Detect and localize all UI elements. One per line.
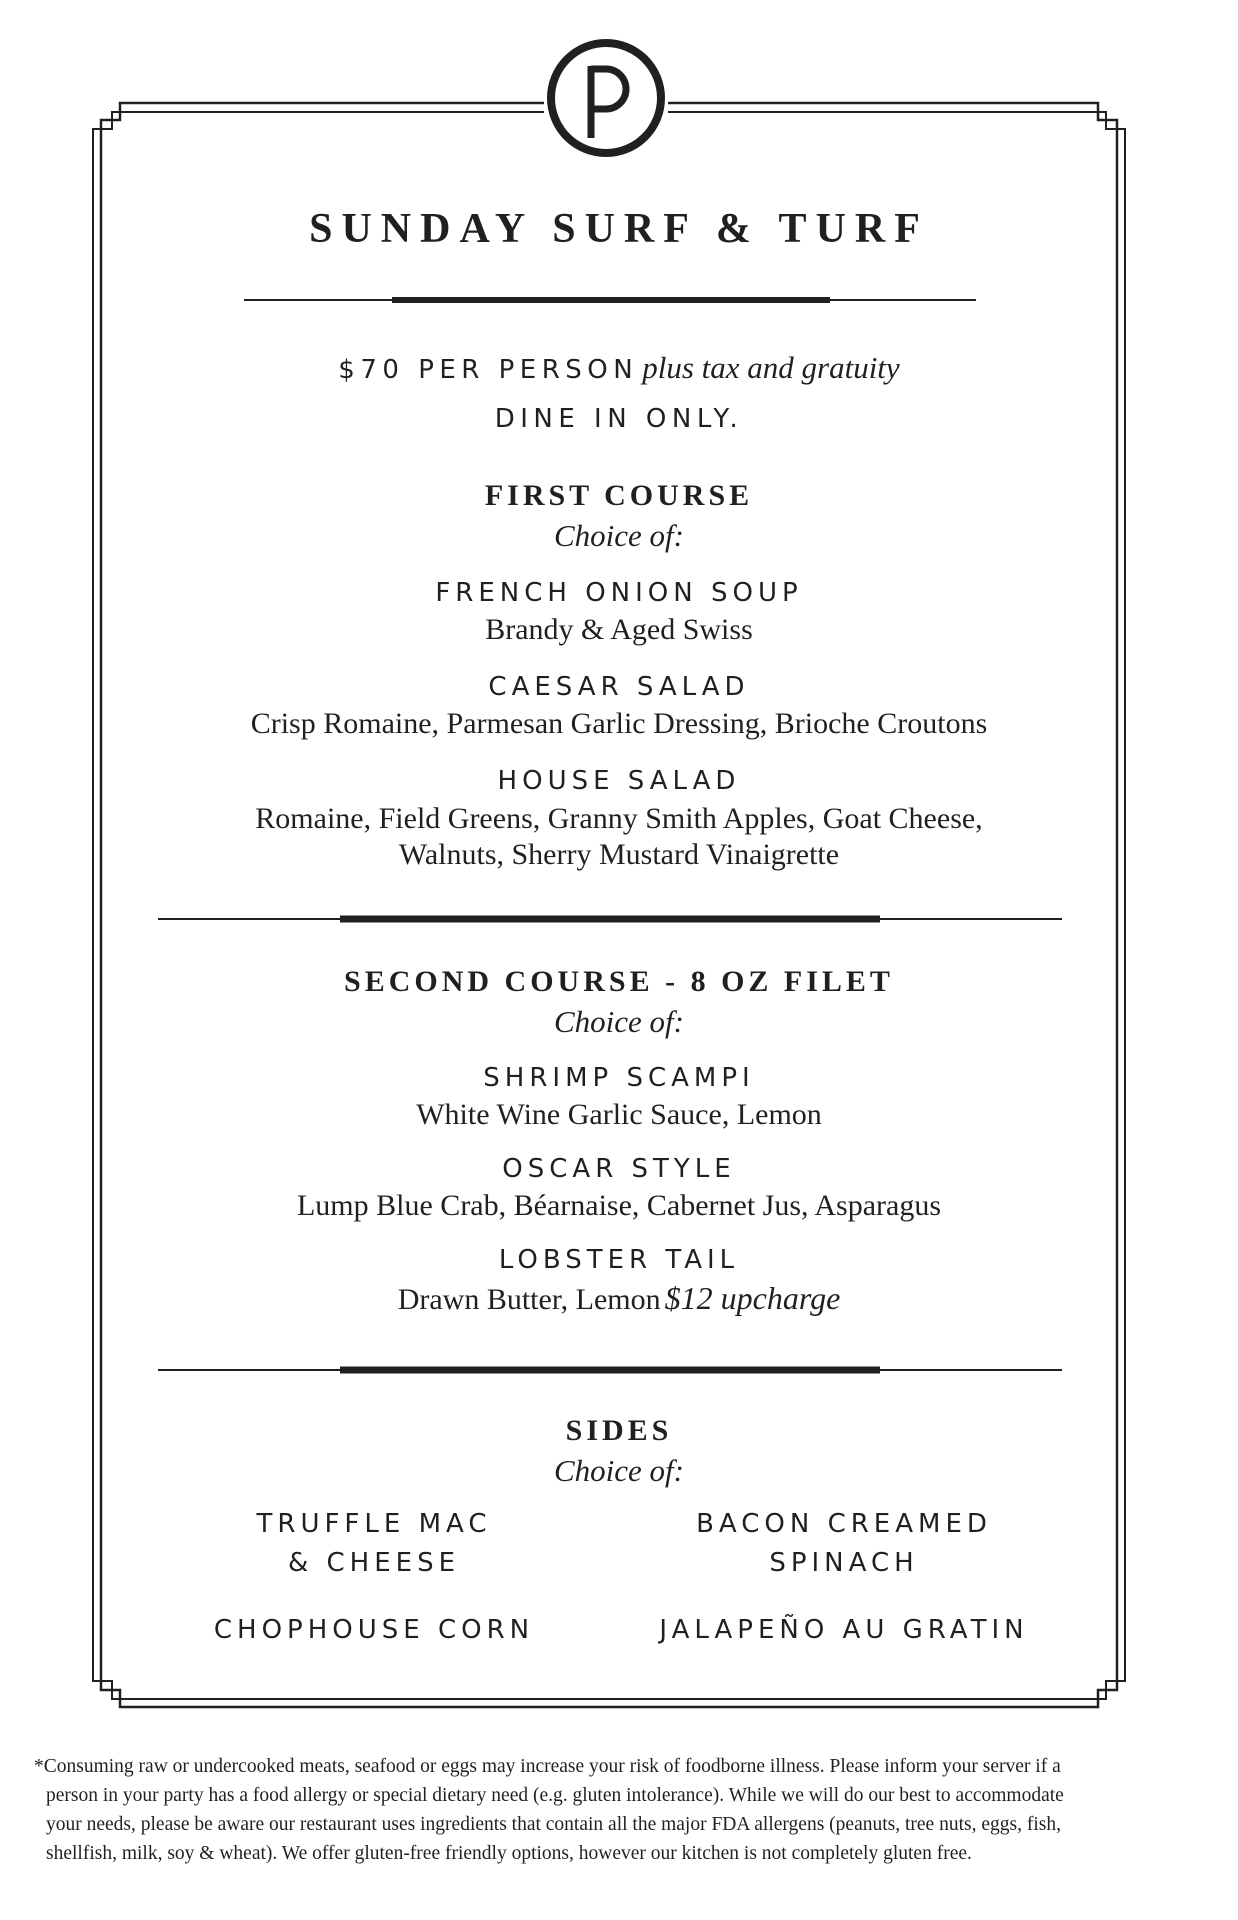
- first-course-choice: Choice of:: [554, 518, 684, 553]
- item-shrimp-scampi-desc: White Wine Garlic Sauce, Lemon: [416, 1098, 822, 1131]
- dine-in-note: DINE IN ONLY.: [494, 404, 744, 434]
- disclaimer-line-1: *Consuming raw or undercooked meats, seafood or eggs may increase your risk of foodborne illness. Please inform your server if a: [34, 1756, 1061, 1777]
- p-monogram-logo: [544, 36, 668, 160]
- price-text: $70 PER PERSON: [338, 355, 639, 385]
- item-lobster-tail-desc: Drawn Butter, Lemon: [397, 1283, 661, 1316]
- item-house-salad-desc-line1: Romaine, Field Greens, Granny Smith Apples, Goat Cheese,: [255, 802, 983, 835]
- item-french-onion-soup-desc: Brandy & Aged Swiss: [485, 613, 753, 646]
- menu-title: SUNDAY SURF & TURF: [309, 206, 929, 252]
- item-house-salad: HOUSE SALAD: [497, 766, 741, 796]
- side-chophouse-corn: [174, 1611, 574, 1650]
- side-chophouse-corn-label: CHOPHOUSE CORN: [213, 1615, 535, 1645]
- price-note: plus tax and gratuity: [642, 350, 900, 385]
- item-caesar-salad-desc: Crisp Romaine, Parmesan Garlic Dressing, Brioche Croutons: [250, 707, 988, 740]
- sides-choice: Choice of:: [554, 1453, 684, 1488]
- side-jalapeno-au-gratin: [644, 1611, 1044, 1650]
- side-truffle-mac-line1: TRUFFLE MAC: [256, 1509, 492, 1539]
- disclaimer-line-4: shellfish, milk, soy & wheat). We offer gluten-free friendly options, however our kitchen is not completely gluten free.: [46, 1843, 972, 1864]
- item-caesar-salad: CAESAR SALAD: [488, 672, 750, 702]
- item-oscar-style: OSCAR STYLE: [502, 1154, 736, 1184]
- side-bacon-spinach-line1: BACON CREAMED: [696, 1509, 992, 1539]
- first-course-heading: FIRST COURSE: [484, 479, 754, 512]
- item-french-onion-soup: FRENCH ONION SOUP: [435, 578, 803, 608]
- side-truffle-mac-line2: & CHEESE: [287, 1548, 461, 1578]
- item-oscar-style-desc: Lump Blue Crab, Béarnaise, Cabernet Jus, Asparagus: [296, 1189, 942, 1222]
- side-jalapeno-label: JALAPEÑO AU GRATIN: [659, 1615, 1029, 1645]
- lobster-upcharge: $12 upcharge: [664, 1280, 841, 1316]
- second-course-choice: Choice of:: [554, 1004, 684, 1039]
- logo-icon: [544, 36, 668, 160]
- side-bacon-spinach-line2: SPINACH: [769, 1548, 919, 1578]
- side-truffle-mac-cheese: [174, 1505, 574, 1583]
- disclaimer-line-3: your needs, please be aware our restaurant uses ingredients that contain all the major FDA allergens (peanuts, tree nuts, eggs, fish,: [46, 1814, 1061, 1835]
- item-lobster-tail: LOBSTER TAIL: [498, 1245, 740, 1275]
- allergen-disclaimer: [34, 1752, 1214, 1868]
- sides-heading: SIDES: [565, 1414, 673, 1447]
- item-shrimp-scampi: SHRIMP SCAMPI: [483, 1063, 755, 1093]
- disclaimer-line-2: person in your party has a food allergy or special dietary need (e.g. gluten intolerance). While we will do our best to accommodate: [46, 1785, 1064, 1806]
- price-line: [0, 350, 1238, 386]
- item-lobster-tail-desc-line: [0, 1280, 1238, 1317]
- second-course-heading: SECOND COURSE - 8 OZ FILET: [344, 965, 894, 998]
- side-bacon-creamed-spinach: [644, 1505, 1044, 1583]
- item-house-salad-desc-line2: Walnuts, Sherry Mustard Vinaigrette: [398, 838, 840, 871]
